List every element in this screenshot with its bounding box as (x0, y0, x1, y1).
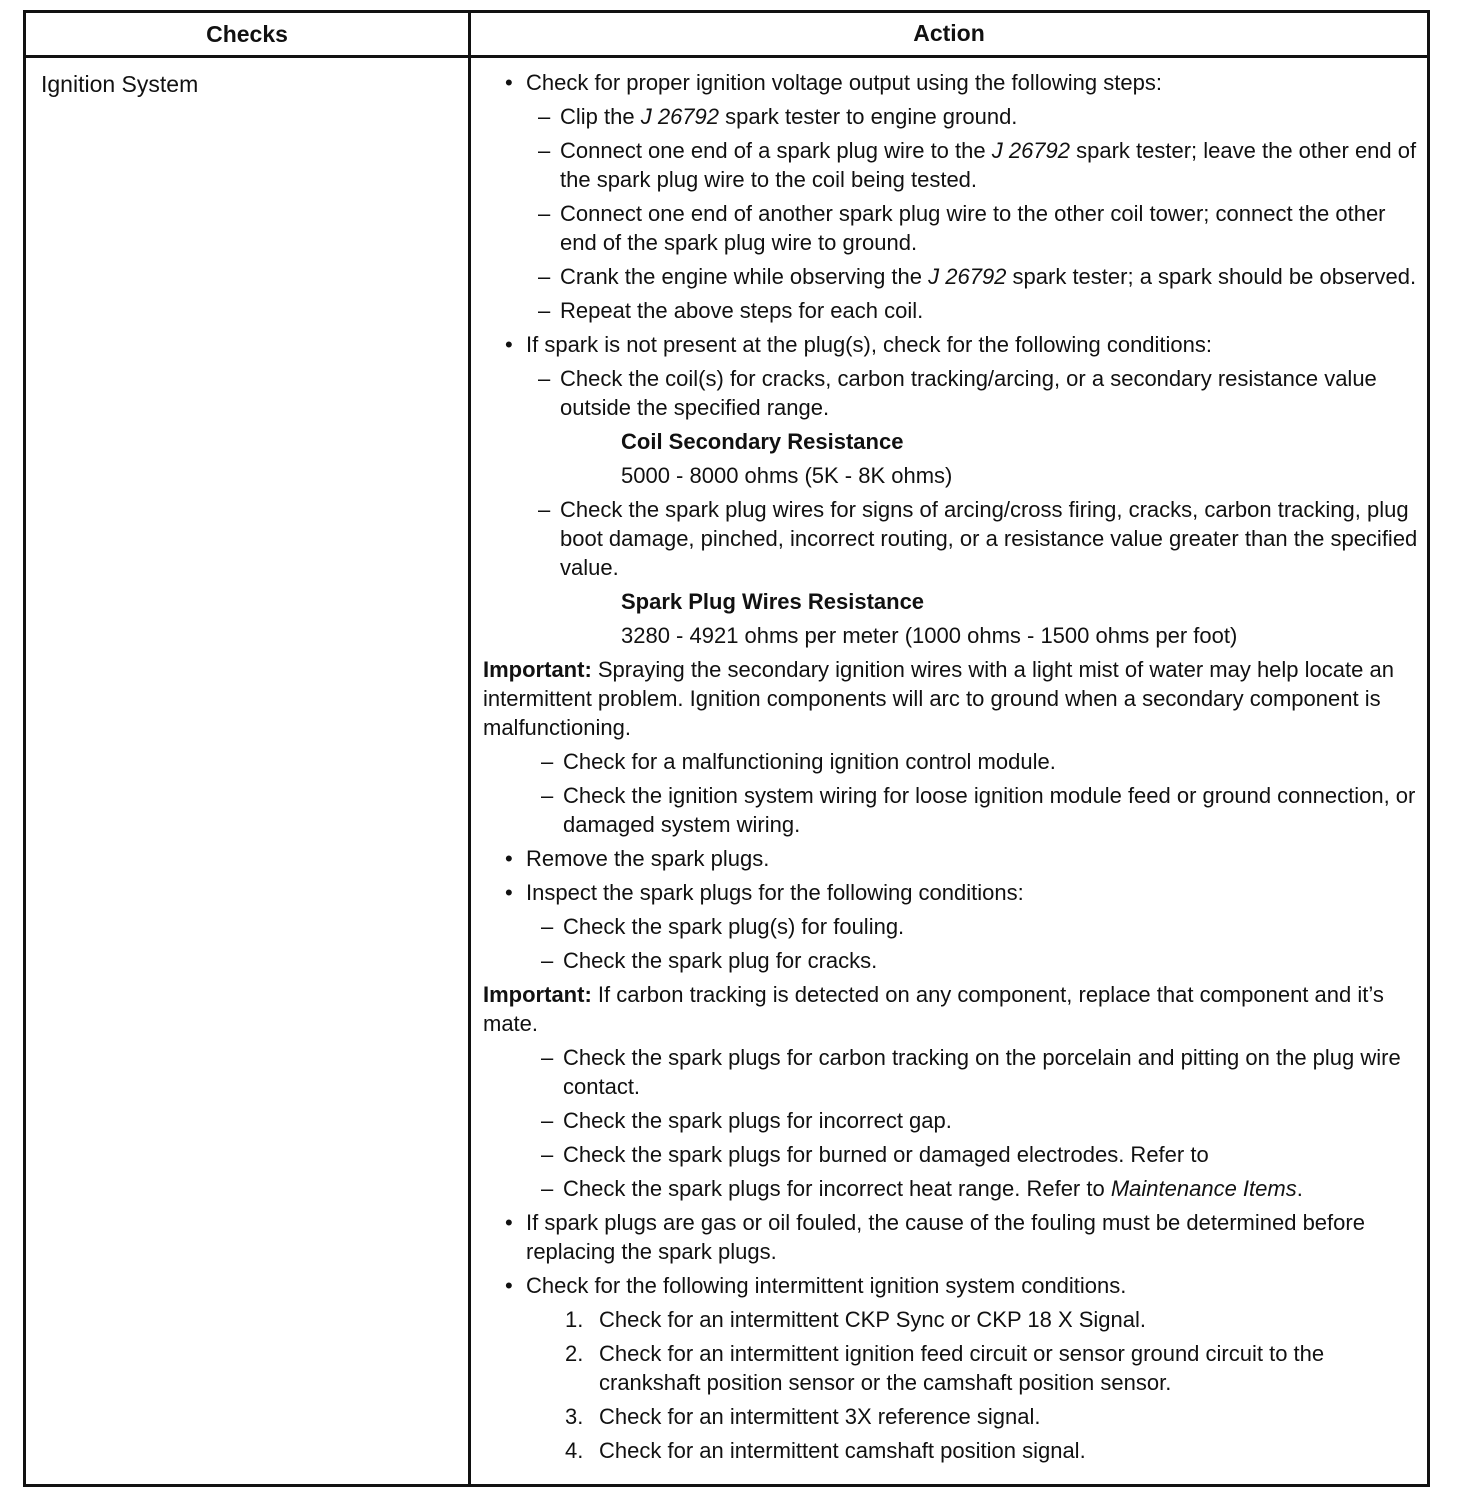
list-item (481, 946, 1421, 975)
numbered-item (481, 1402, 1421, 1431)
spec-value: 5000 - 8000 ohms (5K - 8K ohms) (621, 463, 953, 488)
table-header (26, 13, 1427, 58)
item-text: Check the spark plugs for carbon tracking on the porcelain and pitting on the plug wire contact. (563, 1045, 1401, 1099)
number-mark: 2. (565, 1341, 584, 1366)
number-mark: 1. (565, 1307, 584, 1332)
list-item (481, 878, 1421, 907)
item-text: Check for a malfunctioning ignition control module. (563, 749, 1056, 774)
dash-mark: – (541, 914, 554, 939)
list-item (481, 1106, 1421, 1135)
item-text: Check the spark plug(s) for fouling. (563, 914, 905, 939)
item-text: Check the spark plugs for incorrect gap. (563, 1108, 952, 1133)
bullet-mark: • (505, 1210, 513, 1235)
list-item (481, 844, 1421, 873)
header-action: Action (913, 20, 985, 46)
dash-mark: – (538, 201, 551, 226)
bullet-mark: • (505, 846, 513, 871)
item-text: spark tester to engine ground. (719, 104, 1018, 129)
item-text: Inspect the spark plugs for the following conditions: (526, 880, 1024, 905)
dash-mark: – (541, 1108, 554, 1133)
check-name: Ignition System (41, 71, 199, 97)
item-text: Check for an intermittent ignition feed circuit or sensor ground circuit to the crankshaft position sensor or the camshaft position sensor. (599, 1341, 1325, 1395)
maintenance-items-ref: Maintenance Items (1110, 1176, 1297, 1201)
tool-ref: J 26792 (991, 138, 1071, 163)
item-text: Repeat the above steps for each coil. (560, 298, 924, 323)
item-text: spark tester; a spark should be observed. (1006, 264, 1417, 289)
item-text: Connect one end of another spark plug wire to the other coil tower; connect the other end of the spark plug wire to ground. (560, 201, 1386, 255)
spec-title: Coil Secondary Resistance (621, 429, 904, 454)
list-item (481, 1174, 1421, 1203)
dash-mark: – (538, 138, 551, 163)
important-label: Important: (483, 982, 592, 1007)
action-cell (481, 68, 1421, 1470)
dash-mark: – (541, 783, 554, 808)
dash-mark: – (541, 1045, 554, 1070)
bullet-mark: • (505, 880, 513, 905)
important-note (481, 655, 1421, 742)
item-text: . (1296, 1176, 1303, 1201)
dash-mark: – (541, 749, 554, 774)
item-text: Check for the following intermittent ignition system conditions. (526, 1273, 1127, 1298)
item-text: Crank the engine while observing the (560, 264, 929, 289)
list-item (481, 912, 1421, 941)
important-note (481, 980, 1421, 1038)
numbered-item (481, 1339, 1421, 1397)
numbered-item (481, 1305, 1421, 1334)
list-item (481, 495, 1421, 582)
dash-mark: – (541, 948, 554, 973)
number-mark: 4. (565, 1438, 584, 1463)
item-text: Check the ignition system wiring for loose ignition module feed or ground connection, or damaged system wiring. (563, 783, 1416, 837)
dash-mark: – (538, 366, 551, 391)
item-text: spark tester; leave the other end of the spark plug wire to the coil being tested. (560, 138, 1417, 192)
numbered-item (481, 1436, 1421, 1465)
item-text: Remove the spark plugs. (526, 846, 770, 871)
dash-mark: – (538, 497, 551, 522)
list-item (481, 1043, 1421, 1101)
item-text: Check the spark plug for cracks. (563, 948, 878, 973)
bullet-mark: • (505, 70, 513, 95)
column-divider (468, 13, 471, 1484)
list-item (481, 296, 1421, 325)
tool-ref: J 26792 (640, 104, 720, 129)
item-text: If spark plugs are gas or oil fouled, the cause of the fouling must be determined before replacing the spark plugs. (526, 1210, 1365, 1264)
item-text: Check for proper ignition voltage output using the following steps: (526, 70, 1162, 95)
list-item (481, 68, 1421, 97)
list-item (481, 1271, 1421, 1300)
list-item (481, 1140, 1421, 1169)
list-item (481, 781, 1421, 839)
item-text: Check for an intermittent CKP Sync or CKP 18 X Signal. (599, 1307, 1147, 1332)
list-item (481, 747, 1421, 776)
bullet-mark: • (505, 1273, 513, 1298)
item-text: Clip the (560, 104, 641, 129)
dash-mark: – (541, 1142, 554, 1167)
note-text: If carbon tracking is detected on any component, replace that component and it’s mate. (483, 982, 1384, 1036)
item-text: Check the spark plugs for incorrect heat range. Refer to (563, 1176, 1111, 1201)
number-mark: 3. (565, 1404, 584, 1429)
dash-mark: – (538, 104, 551, 129)
item-text: Connect one end of a spark plug wire to the (560, 138, 992, 163)
list-item (481, 199, 1421, 257)
item-text: Check the coil(s) for cracks, carbon tracking/arcing, or a secondary resistance value outside the specified range. (560, 366, 1377, 420)
item-text: Check the spark plug wires for signs of arcing/cross firing, cracks, carbon tracking, plug boot damage, pinched, incorrect routing, or a resistance value greater than the specified value. (560, 497, 1418, 580)
diagnostic-table (23, 10, 1430, 1487)
list-item (481, 364, 1421, 422)
spec-value: 3280 - 4921 ohms per meter (1000 ohms - 1500 ohms per foot) (621, 623, 1238, 648)
item-text: If spark is not present at the plug(s), check for the following conditions: (526, 332, 1213, 357)
spec-title: Spark Plug Wires Resistance (621, 589, 925, 614)
list-item (481, 330, 1421, 359)
item-text: Check the spark plugs for burned or damaged electrodes. Refer to (563, 1142, 1209, 1167)
header-checks: Checks (206, 21, 288, 47)
item-text: Check for an intermittent camshaft position signal. (599, 1438, 1086, 1463)
list-item (481, 1208, 1421, 1266)
item-text: Check for an intermittent 3X reference signal. (599, 1404, 1041, 1429)
list-item (481, 102, 1421, 131)
note-text: Spraying the secondary ignition wires with a light mist of water may help locate an intermittent problem. Ignition components will arc to ground when a secondary component is malfunctioning. (483, 657, 1394, 740)
tool-ref: J 26792 (928, 264, 1007, 289)
dash-mark: – (541, 1176, 554, 1201)
bullet-mark: • (505, 332, 513, 357)
dash-mark: – (538, 298, 551, 323)
list-item (481, 262, 1421, 291)
important-label: Important: (483, 657, 592, 682)
dash-mark: – (538, 264, 551, 289)
list-item (481, 136, 1421, 194)
